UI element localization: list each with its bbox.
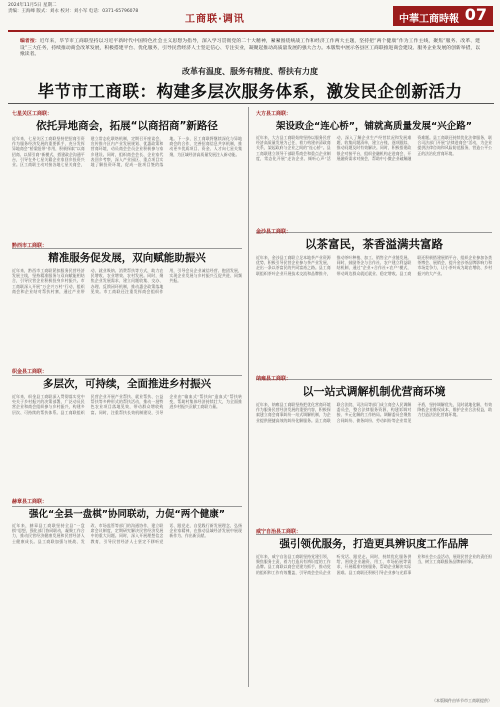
article-title: 强化“全县一盘棋”协同联动，力促“两个健康” bbox=[29, 509, 225, 520]
article-tag: 黔西市工商联： bbox=[12, 243, 48, 249]
article-tag: 金沙县工商联： bbox=[256, 229, 292, 235]
editor-note bbox=[20, 38, 480, 59]
article-body: 近年来，七星关区工商联坚持把招商引资作为服务经济发展的重要抓手，充分发挥异地商会“桥梁纽带”作用，积极探索“以商招商、以情引商”新模式，搭建政企沟通平台，引导在外七星关籍企业家回乡投资兴业。区工商联主动对接各地七星关商会，建立常态化联络机制，定期召开座谈会，宣传推介区内产业发展规划、优惠政策和营商环境，动员商会会员企业积极参与家乡建设。同时，组织商会会长、企业家代表回乡考察，深入产业园区、重点项目实地了解投资环境，促成一批项目签约落地。下一步，区工商联将继续深化与异地商会的合作，完善招商信息共享机制，推动更多优质项目、资金、人才向七星关集聚，为区域经济高质量发展注入新动能。 bbox=[12, 136, 242, 168]
source-note: （本版稿件由毕节市工商联提供） bbox=[432, 698, 492, 703]
article-title: 多层次，可持续，全面推进乡村振兴 bbox=[43, 378, 211, 390]
article-weining bbox=[256, 528, 492, 689]
article-body: 近年来，威宁自治县工商联坚持党建引领，聚焦服务主责，着力打造具有辨识度的工作品牌。县工商联以商会党建为抓手，推动党的组织和工作有效覆盖，引导商会会员企业听党话、跟党走。同时，持续优化服务供给，围绕企业融资、用工、市场拓展等需求，开展精准对接服务，帮助企业解决实际困难。县工商联还积极引导企业参与光彩事业和社会公益活动，展现民营企业的责任担当，树立工商联服务品牌新形象。 bbox=[256, 554, 492, 575]
masthead-rule bbox=[8, 30, 494, 32]
masthead bbox=[0, 0, 500, 34]
article-title: 精准服务促发展，双向赋能助振兴 bbox=[48, 252, 206, 264]
article-qianxi bbox=[12, 242, 242, 376]
article-nayong bbox=[256, 375, 492, 535]
article-tag: 纳雍县工商联： bbox=[256, 376, 292, 382]
article-title: 以一站式调解机制优营商环境 bbox=[302, 385, 446, 398]
editor-note-lead: 编者按： bbox=[20, 38, 40, 44]
article-body: 近年来，金沙县工商联立足本地茶产业资源优势，积极引导民营企业参与茶产业发展，走出一条以茶富民的共同富裕之路。县工商联组织茶叶企业开展技术交流和品牌推介，推动茶叶种植、加工、销售全产业链发展。同时，鼓励茶企与合作社、农户建立利益联结机制，通过“企业+合作社+农户”模式，带动周边群众就近就业、稳定增收。县工商联还积极搭建展销平台，组织企业参加各类茶博会、展销会，提升金沙茶品牌影响力和市场竞争力，让小茶叶成为助农增收、乡村振兴的大产业。 bbox=[256, 255, 492, 276]
article-body: 近年来，赫章县工商联坚持全县“一盘棋”思想，强化部门协同联动，凝聚工作合力，推动民营经济健康发展和民营经济人士健康成长。县工商联加强与统战、发改、市场监管等部门的沟通协作，建立联席会议制度，定期研究解决民营经济发展中的重大问题。同时，深入开展理想信念教育，引导民营经济人士坚定不移听党话、跟党走，自觉践行新发展理念，弘扬企业家精神，在推动县域经济发展中展现新作为、作出新贡献。 bbox=[12, 523, 242, 544]
article-qixingguan bbox=[12, 110, 242, 249]
kicker: 改革有温度、服务有精度、帮扶有力度 bbox=[182, 66, 318, 76]
section-name bbox=[185, 10, 245, 25]
article-tag: 织金县工商联： bbox=[12, 369, 48, 375]
article-title: 强引领优服务，打造更具辨识度工作品牌 bbox=[279, 538, 469, 550]
issue-date: 2024年11月5日 星期二 bbox=[8, 3, 57, 8]
editor-note-text: 近年来，毕节市工商联坚持以习近平新时代中国特色社会主义思想为指导，深入学习贯彻党的二十大精神，紧紧围绕统战工作和经济工作两大主题，坚持把“两个健康”作为工作主线，聚焦“服务、改革、建设”三大任务，持续推动商会改革发展，积极搭建平台、优化服务，引导民营经济人士坚定信心、专注实业，凝聚起推动高质量发展的强大合力。本版集中展示各县区工商联推进商会建设、服务企业发展的创新举措，以飨读者。 bbox=[20, 39, 480, 57]
article-body: 近年来，织金县工商联深入贯彻落实党中央关于乡村振兴的决策部署，广泛动员民营企业和商会组织参与乡村振兴，构建多层次、可持续的帮扶体系。县工商联组织民营企业开展产业帮扶、就业帮扶、公益帮扶等多种形式的帮扶活动，推动一批特色农业项目落地见效，带动群众增收致富。同时，注重帮扶长效机制建设，引导企业由“输血式”帮扶向“造血式”帮扶转变，帮助村集体经济持续壮大，为全面推进乡村振兴贡献工商联力量。 bbox=[12, 394, 242, 415]
article-dafang bbox=[256, 110, 492, 233]
article-zhijin bbox=[12, 368, 242, 507]
page-headline: 毕节市工商联：构建多层次服务体系，激发民企创新活力 bbox=[37, 82, 463, 101]
brand-block bbox=[393, 6, 493, 26]
article-body: 近年来，纳雍县工商联坚持把优化营商环境作为服务民营经济发展的重要内容，积极探索建立商会商事纠纷一站式调解机制，为企业提供便捷高效的纠纷化解服务。县工商联联合法院、司法局等部门成立商会人民调解委员会，整合法律服务资源，构建诉调对接、多元化解的工作格局。调解委员会聚焦合同纠纷、债务纠纷、劳动纠纷等企业常见矛盾，坚持调解优先，及时就地化解，有效降低企业维权成本，维护企业合法权益，助力打造法治化营商环境。 bbox=[256, 402, 492, 423]
article-tag: 威宁自治县工商联： bbox=[256, 529, 302, 535]
headline-rule bbox=[8, 103, 494, 104]
article-body: 近年来，大方县工商联始终坚持以服务民营经济高质量发展为己任，着力构建亲清政商关系，架起政府与企业之间的“连心桥”。县工商联建立领导干部联系商会和重点企业制度，常态化开展“走访企业、倾听心声”活动，深入了解企业生产经营状况和发展难题，收集问题清单，建立台账，逐项跟踪，推动问题及时有效解决。同时，积极搭建政银企对接平台，组织金融机构走进商会，开展融资需求对接会，帮助中小微企业破解融资难题。县工商联还持续优化法律服务，联合司法部门开展“法律进商会”活动，为企业提供法律咨询和风险防范服务，营造公平公正的法治化营商环境。 bbox=[256, 135, 492, 161]
article-jinsha bbox=[256, 228, 492, 380]
page-number: 07 bbox=[464, 5, 487, 24]
article-title: 以茶富民，茶香溢满共富路 bbox=[305, 237, 443, 251]
article-tag: 七星关区工商联： bbox=[12, 111, 53, 117]
article-body: 近年来，黔西市工商联紧扣服务民营经济发展主线，坚持精准服务与双向赋能相结合，引导民营企业积极投身乡村振兴。市工商联深入开展“万企兴万村”行动，组织商会和企业结对帮扶村寨，通过产业带动、就业吸纳、消费帮扶等方式，助力农民增收、农业增效、农村发展。同时，聚焦企业发展需求，建立问题收集、交办、办理、反馈闭环机制，推动惠企政策落地见效。市工商联还注重发挥商会组织作用，引导会员企业诚信经营、抱团发展，实现企业发展与乡村振兴互促共进、同频共振。 bbox=[12, 268, 242, 294]
article-hezhang bbox=[12, 498, 242, 693]
article-title: 架设政企“连心桥”，铺就高质量发展“兴企路” bbox=[276, 121, 472, 132]
column-divider bbox=[248, 107, 249, 687]
article-tag: 赫章县工商联： bbox=[12, 499, 48, 505]
section-label: 工商联·调讯 bbox=[185, 14, 245, 25]
article-title: 依托异地商会，拓展“以商招商”新路径 bbox=[36, 120, 218, 132]
masthead-info bbox=[8, 3, 138, 15]
brand-name: 中華工商時報 bbox=[399, 14, 459, 25]
editor-line: 责编：王海峰 版式：刘永 校对：刘小军 电话：0371-65796078 bbox=[8, 9, 139, 14]
article-tag: 大方县工商联： bbox=[256, 111, 292, 117]
